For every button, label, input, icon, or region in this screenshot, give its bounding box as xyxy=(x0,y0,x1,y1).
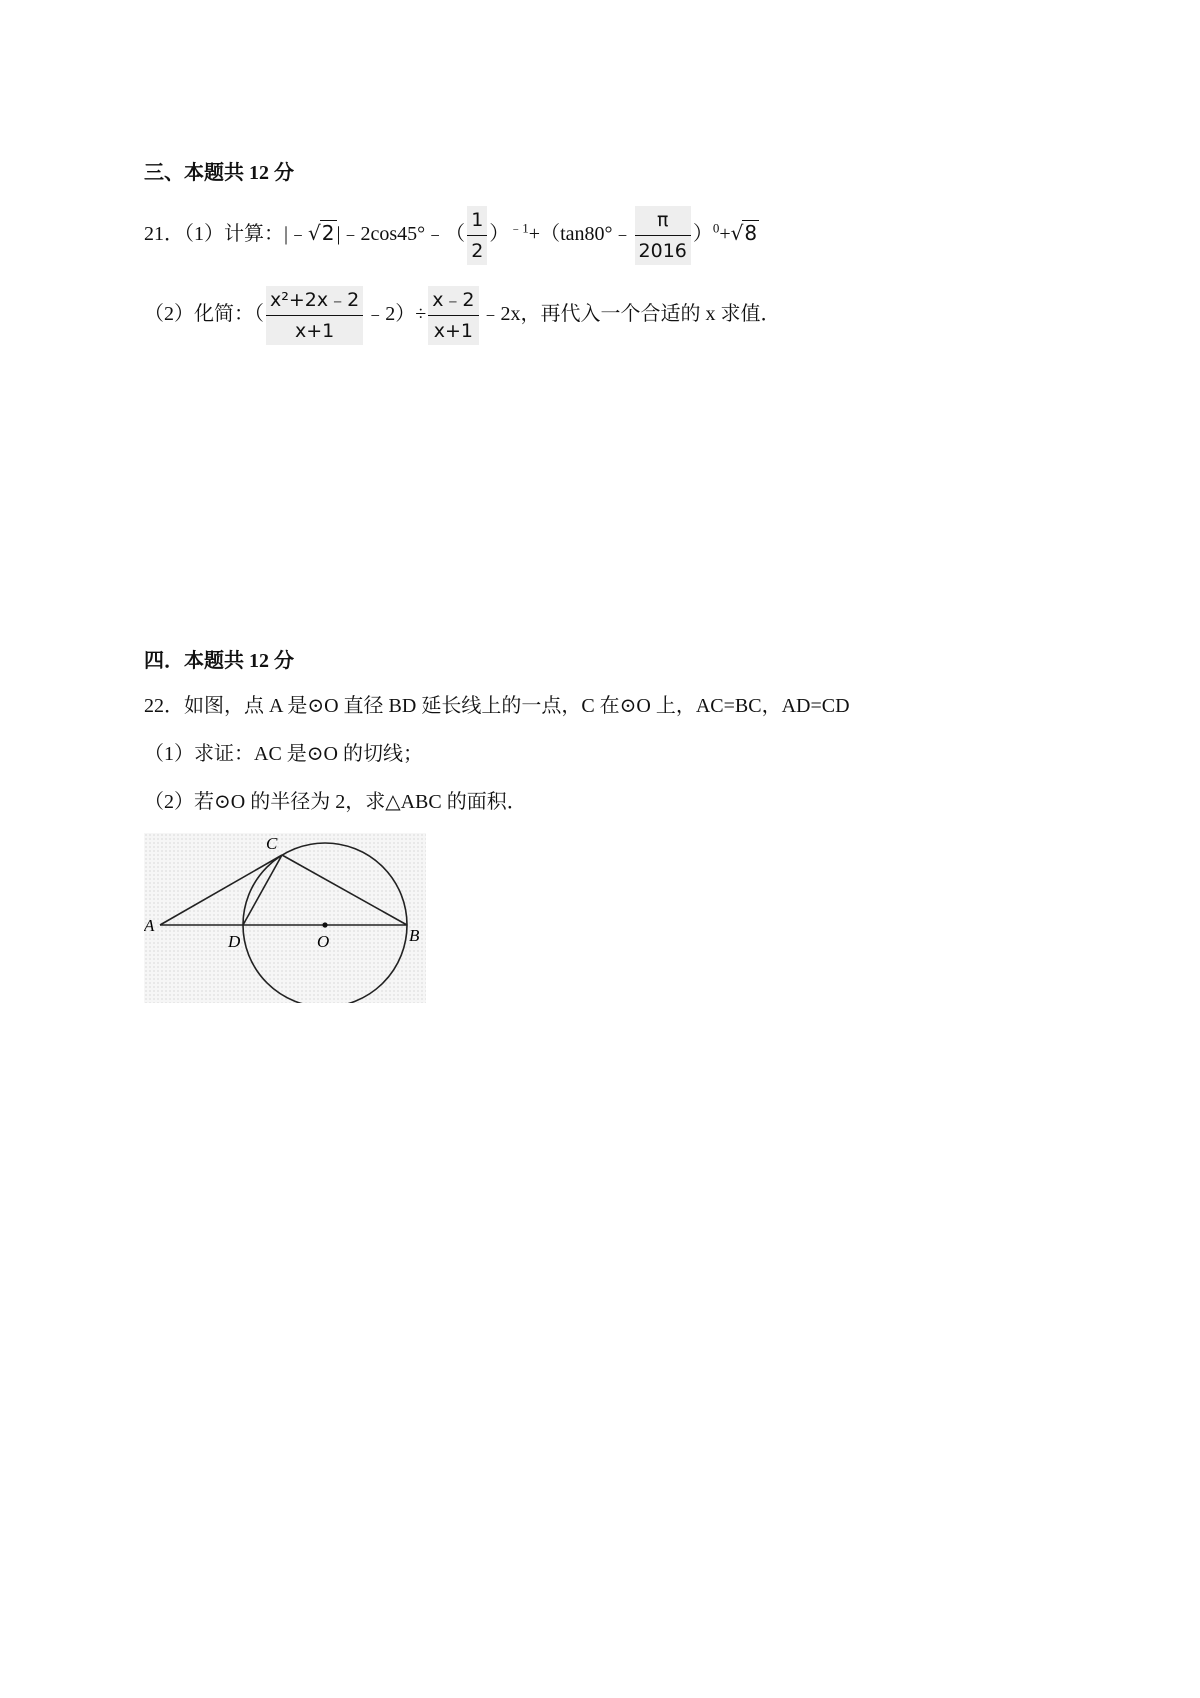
abs-open: | xyxy=(284,223,289,246)
fraction-1-denominator: x+1 xyxy=(266,316,363,345)
section-3-title: 三、本题共 12 分 xyxy=(144,162,294,184)
paren-close-2: ） xyxy=(692,223,713,246)
geometry-diagram xyxy=(144,833,426,1003)
minus-two-divide: ﹣2）÷ xyxy=(365,303,427,326)
label-b: B xyxy=(409,926,420,945)
fraction-half-numerator: 1 xyxy=(467,206,487,236)
abs-close: | xyxy=(336,223,341,246)
label-o: O xyxy=(317,932,330,951)
cos-term: ﹣2cos45°﹣（ xyxy=(340,223,466,246)
geometry-figure xyxy=(144,833,426,1003)
label-a: A xyxy=(144,916,155,935)
segment-cb xyxy=(282,855,407,925)
fraction-half-denominator: 2 xyxy=(467,236,487,265)
q21-part1-label: （1）计算： xyxy=(184,223,284,246)
q21-part2-label: （2）化简：（ xyxy=(144,303,264,326)
label-d: D xyxy=(228,932,241,951)
q22-line-1: 22．如图，点 A 是⊙O 直径 BD 延长线上的一点，C 在⊙O 上，AC=BC，AD=CD xyxy=(144,695,850,717)
sqrt-8-radicand: 8 xyxy=(744,221,758,246)
q21-number: 21． xyxy=(144,223,184,246)
q22-line-3: （2）若⊙O 的半径为 2，求△ABC 的面积． xyxy=(144,791,527,813)
label-c: C xyxy=(266,834,278,853)
fraction-2-denominator: x+1 xyxy=(428,316,478,345)
q21-part2-tail: ﹣2x，再代入一个合适的 x 求值． xyxy=(480,303,781,326)
fraction-pi-numerator: π xyxy=(635,206,691,236)
exponent-zero: 0 xyxy=(712,220,720,236)
minus-sign: ﹣ xyxy=(288,223,309,246)
fraction-2-numerator: x﹣2 xyxy=(428,286,478,316)
q22-line-2: （1）求证：AC 是⊙O 的切线； xyxy=(144,743,423,765)
point-o xyxy=(322,922,327,927)
fraction-2 xyxy=(428,286,478,345)
fraction-half xyxy=(467,206,487,265)
fraction-1 xyxy=(266,286,363,345)
fraction-1-numerator: x²+2x﹣2 xyxy=(266,286,363,316)
plus-sign: + xyxy=(719,223,731,246)
sqrt-2: √2 xyxy=(308,221,335,246)
paren-close: ） xyxy=(489,223,510,246)
q21-part2 xyxy=(144,286,781,345)
segment-ac xyxy=(160,855,282,925)
exponent-neg-one: ﹣1 xyxy=(509,220,529,236)
section-4-title: 四．本题共 12 分 xyxy=(144,650,294,672)
sqrt-2-radicand: 2 xyxy=(321,221,335,246)
fraction-pi xyxy=(635,206,691,265)
sqrt-8: √8 xyxy=(730,221,758,246)
fraction-pi-denominator: 2016 xyxy=(635,236,691,265)
q21-part1 xyxy=(144,206,759,265)
plus-tan-term: +（tan80°﹣ xyxy=(528,223,633,246)
